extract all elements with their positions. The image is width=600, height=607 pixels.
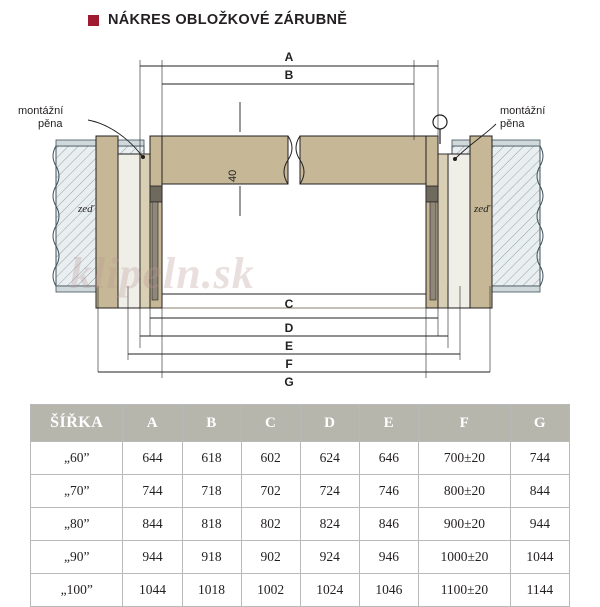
door-jamb-left <box>96 136 162 308</box>
label-wall-left: zeď <box>78 203 94 215</box>
table-cell: „70” <box>31 475 123 508</box>
table-row <box>31 475 570 508</box>
table-cell: „100” <box>31 574 123 607</box>
table-cell: 618 <box>182 442 241 475</box>
table-cell: 624 <box>300 442 359 475</box>
table-cell: 644 <box>123 442 182 475</box>
table-header-cell: G <box>510 405 569 442</box>
label-dim-A: A <box>284 50 294 64</box>
table-cell: 924 <box>300 541 359 574</box>
label-dim-G: G <box>284 375 294 389</box>
table-header-cell: E <box>359 405 418 442</box>
table-header-cell: B <box>182 405 241 442</box>
table-cell: 1024 <box>300 574 359 607</box>
table-header-cell: F <box>418 405 510 442</box>
table-cell: 944 <box>123 541 182 574</box>
table-cell: 902 <box>241 541 300 574</box>
table-cell: 744 <box>510 442 569 475</box>
table-header-cell: A <box>123 405 182 442</box>
page-title <box>88 12 347 28</box>
table-cell: 944 <box>510 508 569 541</box>
table-cell: 1100±20 <box>418 574 510 607</box>
label-foam-left-line2: pěna <box>38 118 63 130</box>
label-dim-D: D <box>284 321 294 335</box>
table-row <box>31 508 570 541</box>
table-cell: 844 <box>123 508 182 541</box>
table-cell: „60” <box>31 442 123 475</box>
door-frame-top <box>160 136 428 184</box>
table-cell: 918 <box>182 541 241 574</box>
table-cell: 602 <box>241 442 300 475</box>
table-cell: 746 <box>359 475 418 508</box>
table-cell: 700±20 <box>418 442 510 475</box>
table-cell: 1002 <box>241 574 300 607</box>
page-title-text: NÁKRES OBLOŽKOVÉ ZÁRUBNĚ <box>108 12 348 28</box>
table-cell: 900±20 <box>418 508 510 541</box>
table-cell: 802 <box>241 508 300 541</box>
table-cell: „90” <box>31 541 123 574</box>
label-dim-F: F <box>285 357 293 371</box>
technical-drawing <box>0 36 600 396</box>
table-cell: 1044 <box>123 574 182 607</box>
table-cell: 818 <box>182 508 241 541</box>
table-cell: 844 <box>510 475 569 508</box>
table-cell: 800±20 <box>418 475 510 508</box>
dimensions-table <box>30 404 570 607</box>
label-dim-C: C <box>284 297 294 311</box>
table-cell: 718 <box>182 475 241 508</box>
table-cell: 646 <box>359 442 418 475</box>
table-header-cell: C <box>241 405 300 442</box>
table-cell: 724 <box>300 475 359 508</box>
table-row <box>31 574 570 607</box>
table-cell: 824 <box>300 508 359 541</box>
label-dim-B: B <box>284 68 294 82</box>
table-row <box>31 442 570 475</box>
table-cell: 1144 <box>510 574 569 607</box>
table-row <box>31 541 570 574</box>
label-dim-40: 40 <box>227 169 239 182</box>
table-header-cell: ŠÍŘKA <box>31 405 123 442</box>
table-cell: 1018 <box>182 574 241 607</box>
label-foam-right-line1: montážní <box>500 105 546 117</box>
table-cell: 846 <box>359 508 418 541</box>
table-cell: 1000±20 <box>418 541 510 574</box>
table-cell: 744 <box>123 475 182 508</box>
table-header-cell: D <box>300 405 359 442</box>
table-cell: 1046 <box>359 574 418 607</box>
bullet-square-icon <box>88 15 99 26</box>
table-cell: „80” <box>31 508 123 541</box>
label-foam-left-line1: montážní <box>18 105 64 117</box>
watermark: klipeln.sk <box>70 249 255 298</box>
label-wall-right: zeď <box>474 203 490 215</box>
label-foam-right-line2: pěna <box>500 118 525 130</box>
table-cell: 1044 <box>510 541 569 574</box>
label-dim-E: E <box>284 339 294 353</box>
table-header-row <box>31 405 570 442</box>
table-cell: 702 <box>241 475 300 508</box>
table-cell: 946 <box>359 541 418 574</box>
